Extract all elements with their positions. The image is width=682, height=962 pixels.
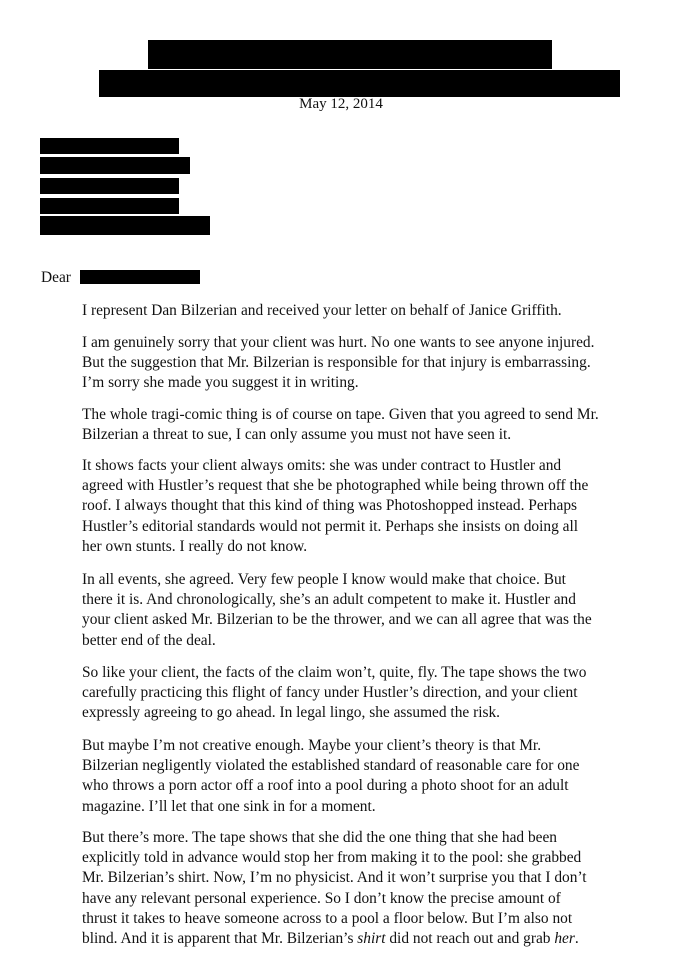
redacted-address-line-4 — [40, 198, 179, 214]
text-line: It shows facts your client always omits: she was under contract to Hustler and — [82, 457, 562, 474]
text-line: magazine. I’ll let that one sink in for a moment. — [82, 797, 376, 815]
text-line: Bilzerian negligently violated the established standard of reasonable care for one — [82, 757, 580, 775]
text-line: thrust it takes to heave someone across to a pool a floor below. But I’m also not — [82, 909, 573, 927]
paragraph-5 — [82, 570, 682, 651]
paragraph-1 — [82, 301, 682, 321]
text-line: there it is. And chronologically, she’s an adult competent to make it. Hustler and — [82, 591, 576, 609]
text-line: your client asked Mr. Bilzerian to be the thrower, and we can all agree that was the — [82, 611, 592, 629]
text-line: who throws a porn actor off a roof into a pool during a photo shoot for an adult — [82, 777, 569, 795]
text-line: Hustler’s editorial standards would not permit it. Perhaps she insists on doing all — [82, 517, 579, 535]
text-line-mixed — [82, 929, 682, 949]
redacted-letterhead-line-1 — [148, 40, 552, 69]
paragraph-2 — [82, 333, 682, 394]
emphasis-her: her — [554, 930, 575, 948]
text-line: But maybe I’m not creative enough. Maybe your client’s theory is that Mr. — [82, 737, 542, 754]
text-line: The whole tragi-comic thing is of course on tape. Given that you agreed to send Mr. — [82, 406, 599, 423]
paragraph-8 — [82, 828, 682, 949]
text-run: . — [574, 930, 579, 948]
text-run: blind. And it is apparent that Mr. Bilzerian’s — [82, 930, 358, 948]
text-line: better end of the deal. — [82, 631, 216, 649]
text-line: explicitly told in advance would stop her from making it to the pool: she grabbed — [82, 849, 582, 867]
text-line: I’m sorry she made you suggest it in writing. — [82, 374, 359, 392]
redacted-recipient-name — [80, 270, 200, 284]
text-line: Bilzerian a threat to sue, I can only assume you must not have seen it. — [82, 426, 512, 444]
text-line: But there’s more. The tape shows that she did the one thing that she had been — [82, 829, 558, 846]
text-line: have any relevant personal experience. So I don’t know the precise amount of — [82, 889, 561, 907]
redacted-address-line-2 — [40, 157, 190, 174]
paragraph-4 — [82, 456, 682, 557]
paragraph-7 — [82, 736, 682, 817]
text-run: did not reach out and grab — [385, 930, 555, 948]
text-line: In all events, she agreed. Very few people I know would make that choice. But — [82, 571, 566, 588]
text-line: agreed with Hustler’s request that she be photographed while being thrown off the — [82, 477, 589, 495]
emphasis-shirt: shirt — [357, 930, 386, 948]
redacted-address-line-1 — [40, 138, 179, 154]
text-line: expressly agreeing to go ahead. In legal lingo, she assumed the risk. — [82, 704, 500, 722]
text-line: carefully practicing this flight of fancy under Hustler’s direction, and your client — [82, 684, 578, 702]
redacted-address-line-3 — [40, 178, 179, 194]
text-line: her own stunts. I really do not know. — [82, 537, 308, 555]
text-line: Mr. Bilzerian’s shirt. Now, I’m no physicist. And it won’t surprise you that I don’t — [82, 869, 587, 887]
letter-date: May 12, 2014 — [299, 96, 383, 112]
redacted-letterhead-line-2 — [99, 70, 620, 97]
text-line: I am genuinely sorry that your client was hurt. No one wants to see anyone injured. — [82, 334, 595, 351]
text-line: So like your client, the facts of the claim won’t, quite, fly. The tape shows the two — [82, 664, 587, 681]
text-line: But the suggestion that Mr. Bilzerian is responsible for that injury is embarrassing. — [82, 354, 591, 372]
text-line: roof. I always thought that this kind of thing was Photoshopped instead. Perhaps — [82, 497, 578, 515]
salutation — [41, 268, 71, 288]
salutation-greeting: Dear — [41, 269, 71, 286]
paragraph-3 — [82, 405, 682, 445]
redacted-address-line-5 — [40, 216, 210, 235]
text-line: I represent Dan Bilzerian and received your letter on behalf of Janice Griffith. — [82, 302, 562, 319]
paragraph-6 — [82, 663, 682, 724]
